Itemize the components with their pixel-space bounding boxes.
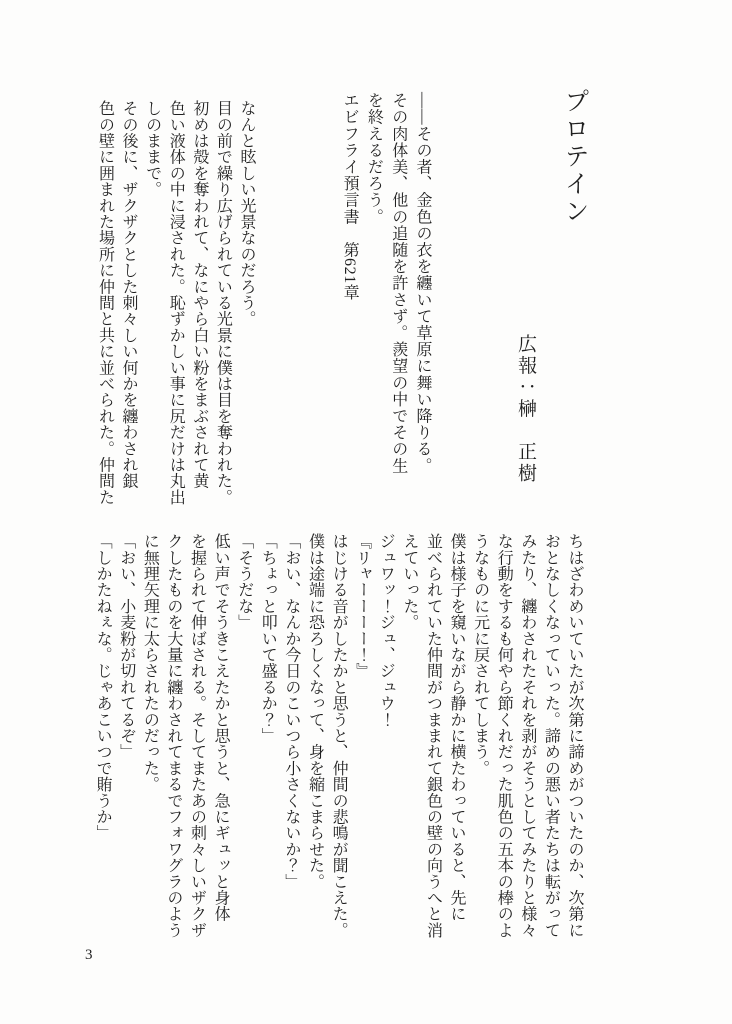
- text-column: 僕は途端に恐ろしくなって、身を縮こまらせた。: [306, 533, 324, 890]
- text-column: その後に、ザクザクとした刺々しい何かを纏わされ銀: [120, 100, 138, 489]
- text-column: ジュワッ！ジュ、ジュウ！: [377, 533, 395, 728]
- text-column: みたり、纏わされたそれを剥がそうとしてみたりと様々: [518, 533, 536, 938]
- page-number: 3: [85, 947, 94, 963]
- text-column: おとなしくなっていった。諦めの悪い者たちは転がって: [542, 533, 560, 938]
- text-column: 初めは殻を奪われて、なにやら白い粉をまぶされて黄: [190, 100, 208, 489]
- text-column: 色の壁に囲まれた場所に仲間と共に並べられた。仲間た: [96, 100, 114, 505]
- epigraph-block: [336, 92, 434, 532]
- text-column: に無理矢理に太らされたのだった。: [141, 533, 159, 793]
- text-column: 「しかたねぇな。じゃあこいつで賄うか」: [94, 533, 112, 841]
- epigraph-attribution: エビフライ預言書 第621章: [341, 92, 359, 301]
- text-column: 「そうだな」: [235, 533, 253, 631]
- text-column: はじける音がしたかと思うと、仲間の悲鳴が聞こえた。: [330, 533, 348, 938]
- text-column: しのままで。: [143, 100, 161, 198]
- text-column: 並べられていた仲間がつままれて銀色の壁の向うへと消: [424, 533, 442, 938]
- text-column: ちはざわめいていたが次第に諦めがついたのか、次第に: [566, 533, 583, 938]
- body-block-lower: [89, 533, 586, 967]
- text-column: 低い声でそうきこえたかと思うと、急にギュッと身体: [212, 533, 230, 922]
- epigraph-line: その肉体美、他の追随を許さず。羨望の中でその生: [389, 92, 407, 474]
- text-column: えていった。: [400, 533, 418, 631]
- page-title: プロテイン: [561, 88, 588, 226]
- epigraph-line: を終えるだろう。: [365, 92, 383, 225]
- body-block-upper: [91, 100, 258, 530]
- text-column: うなものに元に戻されてしまう。: [471, 533, 489, 776]
- text-column: 「ちょっと叩いて盛るか？」: [259, 533, 277, 744]
- text-column: を握られて伸ばされる。そしてまたあの刺々しいザクザ: [188, 533, 206, 938]
- text-column: クしたものを大量に纏わされてまるでフォワグラのよう: [164, 533, 182, 938]
- text-column: 『リャーーーー！』: [353, 533, 371, 679]
- author-byline: 広報：榊 正樹: [515, 334, 536, 485]
- text-column: 僕は様子を窺いながら静かに横たわっていると、先に: [448, 533, 466, 922]
- text-column: 色い液体の中に浸された。恥ずかしい事に尻だけは丸出: [167, 100, 185, 505]
- text-column: 「おい、小麦粉が切れてるぞ」: [117, 533, 135, 760]
- text-column: 「おい、なんか今日のこいつら小さくないか？」: [282, 533, 300, 890]
- epigraph-line: ——その者、金色の衣を纏いて草原に舞い降りる。: [414, 92, 431, 474]
- text-column: な行動をするも何やら節くれだった肌色の五本の棒のよ: [495, 533, 513, 938]
- text-column: 目の前で繰り広げられている光景に僕は目を奪われた。: [214, 100, 232, 505]
- text-column: なんと眩しい光景なのだろう。: [238, 100, 255, 327]
